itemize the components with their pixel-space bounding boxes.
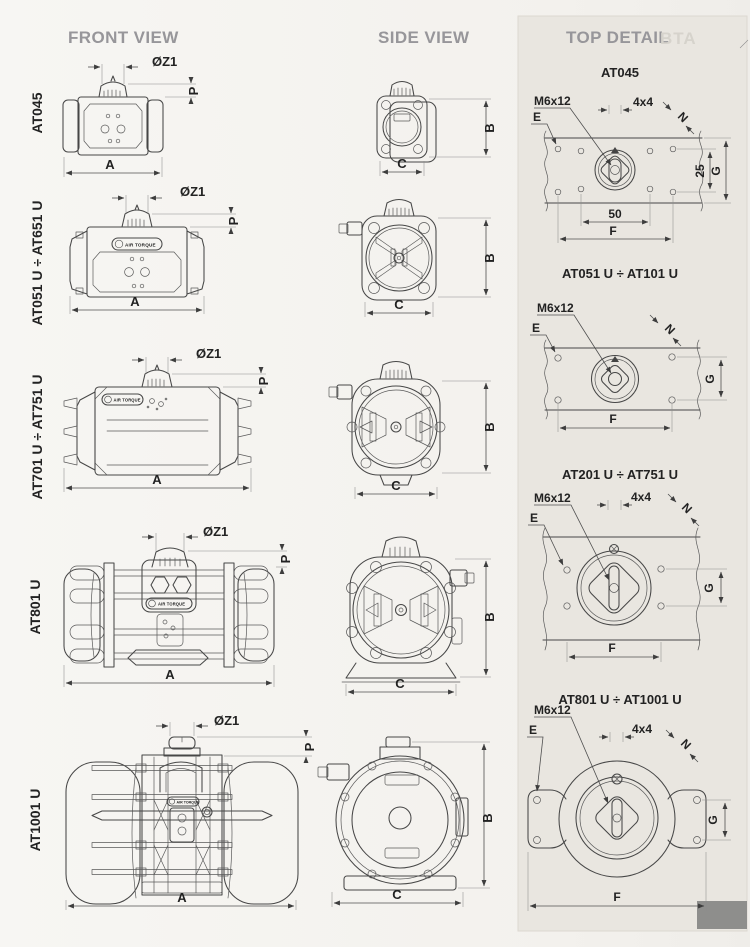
e-label-1: E (533, 110, 542, 124)
n-label-3: N (678, 500, 695, 517)
n-label-1: N (674, 109, 691, 126)
top-detail-title-1: AT045 (600, 65, 640, 80)
dim-z1-row5: ØZ1 (214, 713, 240, 728)
dim-a-row2: A (130, 294, 140, 309)
model-label-at051u: AT051 U ÷ AT651 U (29, 200, 45, 326)
dim-b-row2: B (482, 253, 497, 263)
dim-p-row4: P (278, 554, 293, 564)
square-label-3: 4x4 (631, 490, 652, 504)
side-view-header: SIDE VIEW (378, 28, 470, 47)
dim-b-row4: B (482, 612, 497, 622)
pitch-25-label: 25 (693, 164, 707, 178)
dim-z1-row1: ØZ1 (152, 54, 178, 69)
thread-label-2: M6x12 (537, 301, 574, 315)
model-label-at701u: AT701 U ÷ AT751 U (29, 374, 45, 500)
front-view-header: FRONT VIEW (68, 28, 179, 47)
pitch-50-label: 50 (608, 207, 622, 221)
model-label-at801u: AT801 U (27, 579, 43, 635)
dim-p-row5: P (302, 742, 317, 752)
air-torque-badge-row5: AIR TORQUE (176, 800, 199, 805)
top-detail-title-4: AT801 U ÷ AT1001 U (558, 692, 682, 707)
model-label-at1001u: AT1001 U (27, 788, 43, 852)
watermark-text: BTA (660, 29, 697, 48)
square-label-4: 4x4 (632, 722, 653, 736)
dim-a-row5: A (177, 890, 187, 905)
f-label-2: F (609, 412, 617, 426)
dim-a-row1: A (105, 157, 115, 172)
thread-label-1: M6x12 (534, 94, 571, 108)
f-label-1: F (609, 224, 617, 238)
dim-z1-row2: ØZ1 (180, 184, 206, 199)
e-label-4: E (529, 723, 538, 737)
top-detail-title-3: AT201 U ÷ AT751 U (562, 467, 678, 482)
dim-c-row4: C (395, 676, 405, 691)
dim-z1-row3: ØZ1 (196, 346, 222, 361)
dim-p-row1: P (186, 86, 201, 96)
dim-p-row3: P (256, 376, 271, 386)
column-headers (68, 28, 697, 48)
model-label-at045: AT045 (29, 92, 45, 134)
g-label-2: G (703, 374, 717, 384)
dim-b-row1: B (482, 123, 497, 133)
top-detail-header: TOP DETAIL (566, 28, 670, 47)
dim-b-row3: B (482, 422, 497, 432)
thread-label-4: M6x12 (534, 703, 571, 717)
air-torque-badge-row2: AIR TORQUE (125, 242, 156, 248)
e-label-2: E (532, 321, 541, 335)
page-corner-block (697, 901, 747, 929)
e-label-3: E (530, 511, 539, 525)
dim-a-row3: A (152, 472, 162, 487)
dim-c-row1: C (397, 156, 407, 171)
square-label-1: 4x4 (633, 95, 654, 109)
dim-z1-row4: ØZ1 (203, 524, 229, 539)
air-torque-badge-row3: AIR TORQUE (113, 397, 141, 403)
top-detail-title-2: AT051 U ÷ AT101 U (562, 266, 678, 281)
g-label-4: G (706, 815, 720, 825)
thread-label-3: M6x12 (534, 491, 571, 505)
dim-b-row5: B (480, 813, 495, 823)
g-label-3: G (702, 583, 716, 593)
air-torque-badge-row4: AIR TORQUE (158, 601, 186, 607)
g-label-1: G (709, 166, 723, 176)
dim-a-row4: A (165, 667, 175, 682)
n-label-4: N (677, 736, 694, 753)
dim-c-row5: C (392, 887, 402, 902)
f-label-4: F (613, 890, 621, 904)
dim-c-row3: C (391, 478, 401, 493)
f-label-3: F (608, 641, 616, 655)
dim-c-row2: C (394, 297, 404, 312)
n-label-2: N (661, 321, 678, 338)
dim-p-row2: P (226, 216, 241, 226)
